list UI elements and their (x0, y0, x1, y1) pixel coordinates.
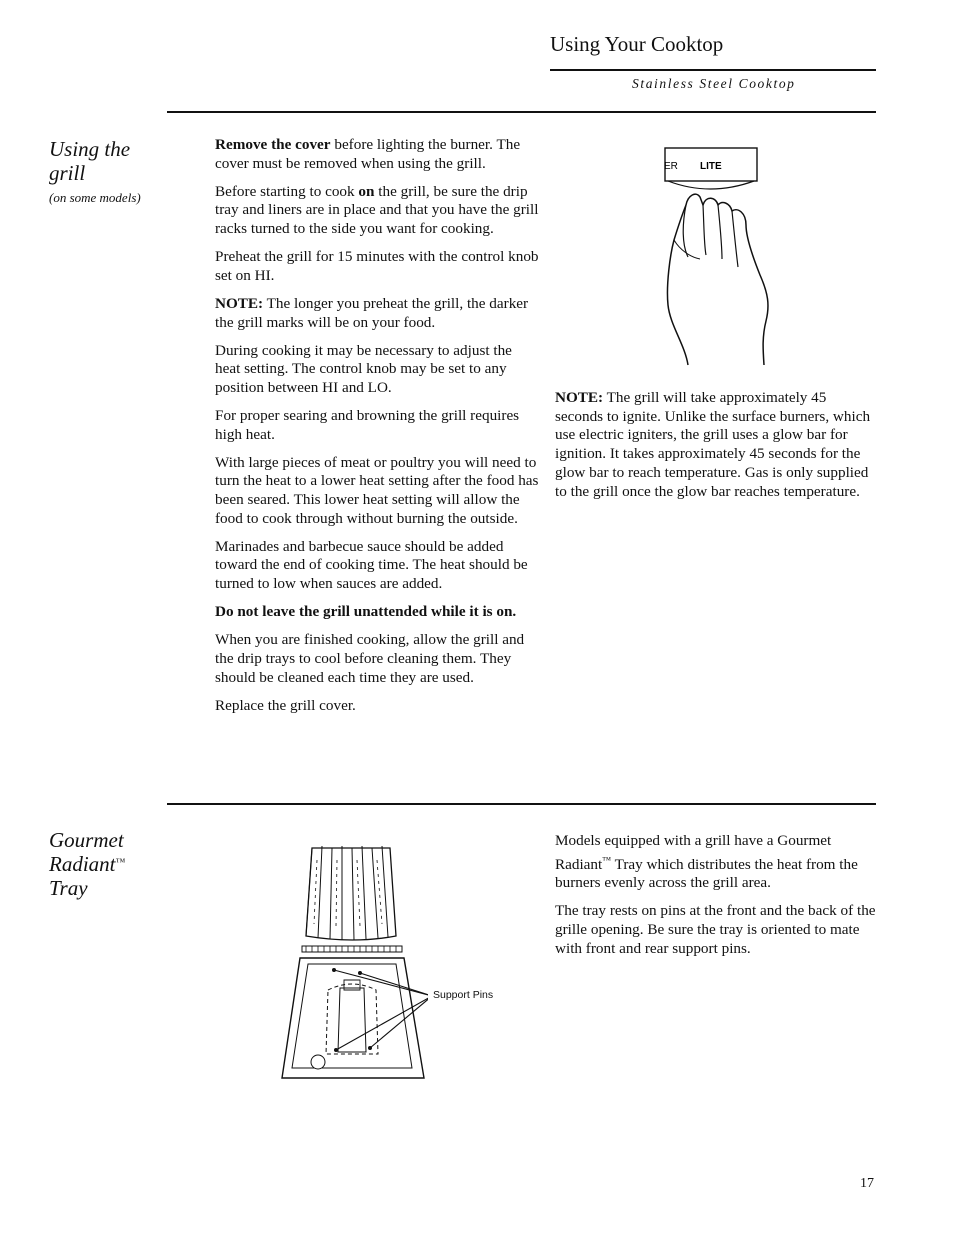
paragraph: When you are finished cooking, allow the grill and the drip trays to cool before cleaning them. They should be cleaned each time they are used. (215, 631, 525, 686)
grill-instructions (215, 136, 540, 725)
warning-paragraph: Do not leave the grill unattended while it is on. (215, 603, 517, 621)
paragraph: Remove the cover before lighting the burner. The cover must be removed when using the grill. (215, 136, 521, 172)
ignition-note: NOTE: The grill will take approximately 45 seconds to ignite. Unlike the surface burners, which use electric igniters, the grill uses a glow bar for ignition. It takes approximately 45 seconds for the glow bar to reach temperature. Gas is only supplied to the grill once the glow bar reaches temperature. (555, 389, 871, 500)
paragraph: Replace the grill cover. (215, 696, 356, 714)
paragraph: NOTE: The longer you preheat the grill, the darker the grill marks will be on your food. (215, 294, 529, 331)
page-subtitle: Stainless Steel Cooktop (632, 76, 796, 91)
section-divider (167, 111, 876, 113)
paragraph: The tray rests on pins at the front and the back of the grille opening. Be sure the tray is oriented to mate with front and rear support pins. (555, 902, 876, 957)
section-title-tray: Gourmet Radiant™ Tray (49, 828, 126, 900)
hand-turning-knob-illustration (660, 145, 800, 370)
page-title: Using Your Cooktop (550, 32, 724, 56)
knob-label-right: LITE (700, 161, 722, 172)
paragraph: Preheat the grill for 15 minutes with the control knob set on HI. (215, 248, 539, 284)
paragraph: During cooking it may be necessary to adjust the heat setting. The control knob may be set to any position between HI and LO. (215, 341, 512, 396)
paragraph: Marinades and barbecue sauce should be added toward the end of cooking time. The heat should be turned to low when sauces are added. (215, 537, 528, 593)
page-number: 17 (860, 1176, 874, 1191)
radiant-tray-illustration (278, 840, 428, 1085)
section-divider (167, 803, 876, 805)
support-pins-label: Support Pins (433, 989, 494, 1001)
paragraph: With large pieces of meat or poultry you will need to turn the heat to a lower heat setting after the food has been seared. This lower heat setting will allow the food to cook through without burning the outside. (215, 453, 539, 527)
tray-description (555, 832, 877, 968)
paragraph: Models equipped with a grill have a Gourmet Radiant™ Tray which distributes the heat from the burners evenly across the grill area. (555, 832, 858, 892)
header-divider (550, 69, 876, 71)
section-title-grill: Using the grill (49, 137, 131, 185)
section-subtitle-grill: (on some models) (49, 190, 141, 205)
paragraph: For proper searing and browning the grill requires high heat. (215, 406, 520, 443)
paragraph: Before starting to cook on the grill, be sure the drip tray and liners are in place and that you have the grill racks turned to the side you want for cooking. (215, 182, 539, 238)
knob-label-left: ER (664, 161, 678, 172)
